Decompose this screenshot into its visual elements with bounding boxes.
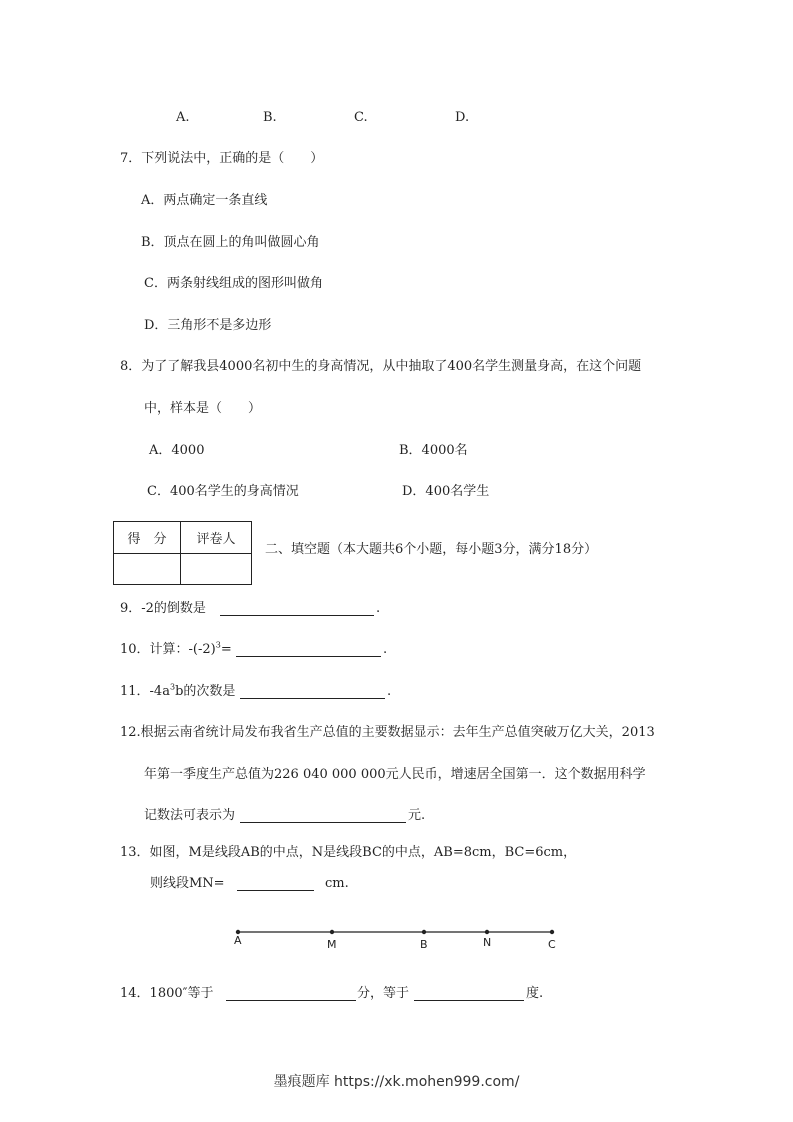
q14-end: 度. xyxy=(526,986,544,1001)
point-m-dot xyxy=(330,930,334,934)
q10-text xyxy=(120,642,232,658)
grader-header: 评卷人 xyxy=(181,522,252,554)
q12-line3-suffix: 元. xyxy=(408,808,426,823)
point-m-label: M xyxy=(327,938,337,951)
q11-prefix: 11．-4a xyxy=(120,684,170,699)
q7-stem: 7．下列说法中，正确的是（ ） xyxy=(120,151,324,166)
score-table xyxy=(113,521,252,585)
q11-text xyxy=(120,684,235,700)
q8-stem-line1: 8．为了了解我县4000名初中生的身高情况，从中抽取了400名学生测量身高，在这个问题 xyxy=(120,359,642,374)
q8-option-b: B．4000名 xyxy=(399,443,468,458)
q13-line2-prefix: 则线段MN= xyxy=(150,876,225,891)
q9-text: 9．-2的倒数是 xyxy=(120,601,206,616)
q13-answer-blank[interactable] xyxy=(237,876,314,891)
q7-option-a: A．两点确定一条直线 xyxy=(141,193,268,208)
q11-exponent: 3 xyxy=(169,682,176,692)
score-header: 得 分 xyxy=(114,522,181,554)
q6-option-c: C. xyxy=(354,110,368,125)
q10-exponent: 3 xyxy=(215,640,221,650)
q11-end: . xyxy=(387,684,392,699)
q8-stem-line2: 中，样本是（ ） xyxy=(144,401,262,416)
q14-prefix: 14．1800″等于 xyxy=(120,986,214,1001)
q6-option-a: A. xyxy=(176,110,190,125)
point-a-label: A xyxy=(234,934,242,947)
q10-prefix: 10．计算：-(-2) xyxy=(120,642,216,657)
q13-line2-suffix: cm. xyxy=(325,876,349,891)
q10-end: . xyxy=(383,642,388,657)
q12-line2: 年第一季度生产总值为226 040 000 000元人民币，增速居全国第一．这个数据用科学 xyxy=(144,767,646,782)
q10-suffix: = xyxy=(220,642,232,657)
point-c-dot xyxy=(550,930,554,934)
q14-degrees-blank[interactable] xyxy=(414,986,524,1001)
footer-watermark: 墨痕题库 https://xk.mohen999.com/ xyxy=(273,1074,520,1090)
point-n-label: N xyxy=(483,936,492,949)
q14-mid: 分，等于 xyxy=(357,986,410,1001)
q13-line1: 13．如图，M是线段AB的中点，N是线段BC的中点，AB=8cm，BC=6cm， xyxy=(120,845,577,860)
q12-line1: 12.根据云南省统计局发布我省生产总值的主要数据显示：去年生产总值突破万亿大关，2013 xyxy=(120,725,655,740)
q6-option-b: B. xyxy=(263,110,277,125)
q8-option-a: A．4000 xyxy=(149,443,205,458)
q11-answer-blank[interactable] xyxy=(240,684,385,699)
q12-line3-prefix: 记数法可表示为 xyxy=(144,808,236,823)
q7-option-c: C．两条射线组成的图形叫做角 xyxy=(144,276,323,291)
q9-end: . xyxy=(376,601,381,616)
section2-title: 二、填空题（本大题共6个小题，每小题3分，满分18分） xyxy=(265,542,598,557)
point-b-dot xyxy=(422,930,426,934)
q12-answer-blank[interactable] xyxy=(240,808,406,823)
q10-answer-blank[interactable] xyxy=(236,642,381,657)
point-c-label: C xyxy=(548,938,556,951)
q8-option-c: C．400名学生的身高情况 xyxy=(147,484,299,499)
segment-figure xyxy=(230,925,565,955)
score-cell[interactable] xyxy=(114,554,181,585)
q7-option-d: D．三角形不是多边形 xyxy=(144,318,272,333)
grader-cell[interactable] xyxy=(181,554,252,585)
q8-option-d: D．400名学生 xyxy=(402,484,490,499)
q14-minutes-blank[interactable] xyxy=(226,986,356,1001)
point-n-dot xyxy=(485,930,489,934)
q11-suffix: b的次数是 xyxy=(175,684,236,699)
q6-option-d: D. xyxy=(455,110,470,125)
q7-option-b: B．顶点在圆上的角叫做圆心角 xyxy=(141,235,320,250)
q9-answer-blank[interactable] xyxy=(220,601,374,616)
point-b-label: B xyxy=(420,938,428,951)
